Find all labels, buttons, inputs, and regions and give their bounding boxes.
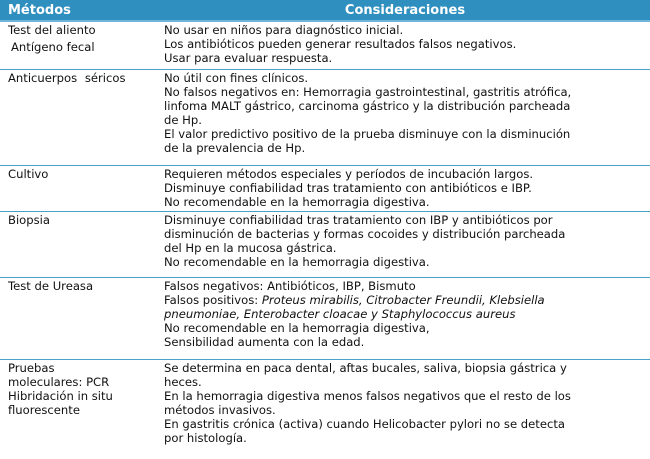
consideracion-line: del Hp en la mucosa gástrica. <box>164 241 337 255</box>
metodo-cell <box>0 70 160 165</box>
consideraciones-cell <box>160 70 650 165</box>
consideracion-line: No usar en niños para diagnóstico inicial. <box>164 23 404 37</box>
metodo-text: Biopsia <box>8 213 50 227</box>
metodo-text: Test de Ureasa <box>8 279 94 293</box>
consideraciones-cell <box>160 212 650 277</box>
header-metodos: Métodos <box>8 2 71 18</box>
metodo-text: Test del aliento <box>8 23 96 37</box>
consideracion-line: En gastritis crónica (activa) cuando Helicobacter pylori no se detecta <box>164 417 565 431</box>
consideracion-line: Usar para evaluar respuesta. <box>164 51 333 65</box>
metodo-text: Anticuerpos séricos <box>8 71 126 85</box>
metodo-cell <box>0 22 160 69</box>
metodo-text: Cultivo <box>8 167 49 181</box>
consideracion-line: Falsos negativos: Antibióticos, IBP, Bismuto <box>164 279 416 293</box>
header-consideraciones: Consideraciones <box>344 2 466 18</box>
metodo-text: Pruebas <box>8 361 55 375</box>
consideracion-line: En la hemorragia digestiva menos falsos negativos que el resto de los <box>164 389 571 403</box>
consideracion-line: métodos invasivos. <box>164 403 276 417</box>
metodo-text: Antígeno fecal <box>11 40 95 54</box>
metodo-cell <box>0 360 160 458</box>
table-row <box>0 22 650 70</box>
consideracion-line: heces. <box>164 375 202 389</box>
consideraciones-cell <box>160 166 650 211</box>
consideracion-line: No recomendable en la hemorragia digestiva, <box>164 321 430 335</box>
consideracion-line: pneumoniae, Enterobacter cloacae y Staphylococcus aureus <box>164 307 516 321</box>
table-row <box>0 70 650 166</box>
table-header <box>0 0 650 22</box>
metodo-text: moleculares: PCR <box>8 375 110 389</box>
consideracion-line: linfoma MALT gástrico, carcinoma gástrico y la distribución parcheada <box>164 99 571 113</box>
consideracion-line: por histología. <box>164 431 247 445</box>
table-row <box>0 212 650 278</box>
metodo-cell <box>0 212 160 277</box>
consideracion-line: No falsos negativos en: Hemorragia gastrointestinal, gastritis atrófica, <box>164 85 572 99</box>
falsos-positivos-label: Falsos positivos: <box>164 293 262 307</box>
consideracion-line: Requieren métodos especiales y períodos de incubación largos. <box>164 167 534 181</box>
table-row <box>0 166 650 212</box>
metodo-cell <box>0 166 160 211</box>
consideracion-line: El valor predictivo positivo de la prueba disminuye con la disminución <box>164 127 571 141</box>
consideracion-line: Disminuye confiabilidad tras tratamiento con antibióticos e IBP. <box>164 181 532 195</box>
consideracion-line: Sensibilidad aumenta con la edad. <box>164 335 365 349</box>
consideracion-line: No recomendable en la hemorragia digestiva. <box>164 195 430 209</box>
consideracion-line: No recomendable en la hemorragia digestiva. <box>164 255 430 269</box>
metodo-text: fluorescente <box>8 403 80 417</box>
consideracion-line: Los antibióticos pueden generar resultados falsos negativos. <box>164 37 517 51</box>
consideraciones-cell <box>160 22 650 69</box>
consideracion-line: No útil con fines clínicos. <box>164 71 309 85</box>
table-row <box>0 360 650 458</box>
consideracion-line: disminución de bacterias y formas cocoides y distribución parcheada <box>164 227 566 241</box>
organism-list: Proteus mirabilis, Citrobacter Freundii, Klebsiella <box>261 293 545 307</box>
metodo-cell <box>0 278 160 359</box>
metodo-text: Hibridación in situ <box>8 389 113 403</box>
consideraciones-cell <box>160 278 650 359</box>
consideraciones-cell <box>160 360 650 458</box>
table-row <box>0 278 650 360</box>
consideracion-line <box>164 293 644 307</box>
consideracion-line: Se determina en paca dental, aftas bucales, saliva, biopsia gástrica y <box>164 361 567 375</box>
consideracion-line: Disminuye confiabilidad tras tratamiento con IBP y antibióticos por <box>164 213 553 227</box>
consideracion-line: de la prevalencia de Hp. <box>164 141 306 155</box>
consideracion-line: de Hp. <box>164 113 202 127</box>
